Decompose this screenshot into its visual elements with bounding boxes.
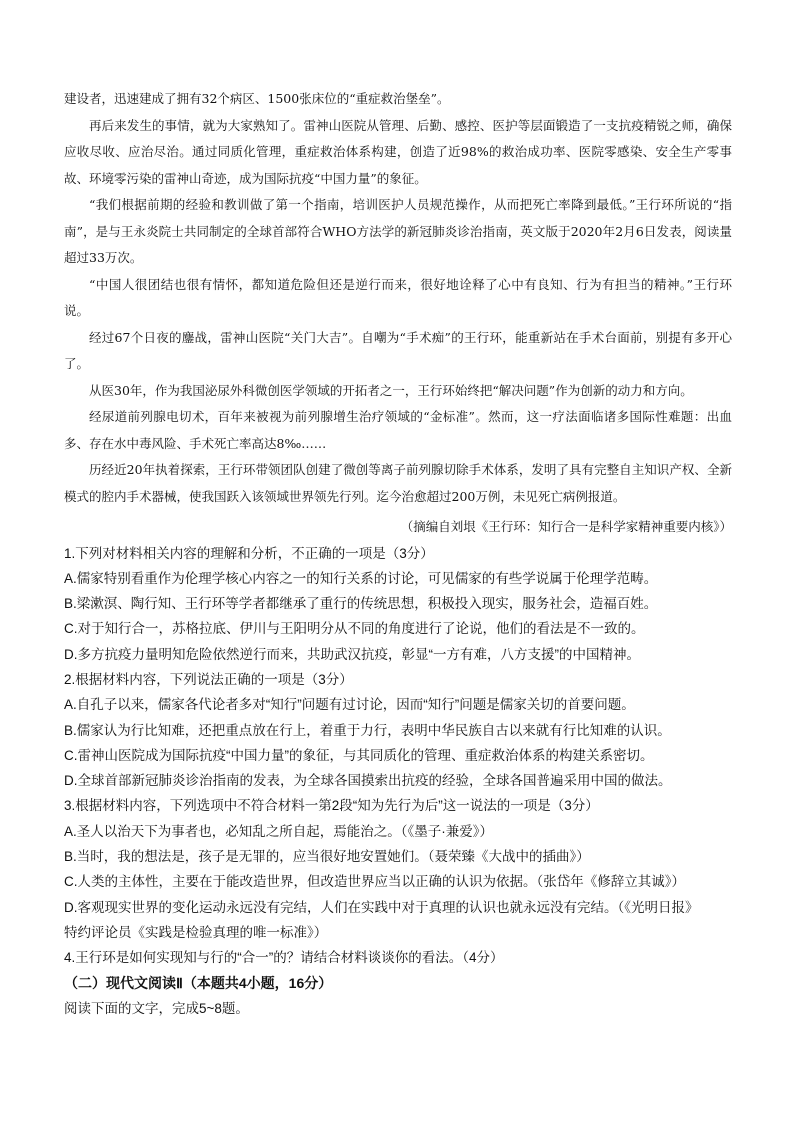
section-title: （二）现代文阅读Ⅱ（本题共4小题，16分） [64, 974, 333, 991]
question-3-option-d-continued: 特约评论员《实践是检验真理的唯一标准》） [64, 924, 328, 940]
section-instruction: 阅读下面的文字，完成5~8题。 [64, 1000, 249, 1016]
passage-paragraph: 再后来发生的事情，就为大家熟知了。雷神山医院从管理、后勤、感控、医护等层面锻造了一支抗疫精锐之师，确保应收尽收、应治尽治。通过同质化管理，重症救治体系构建，创造了近98%的救治成功率、医院零感染、安全生产零事故、环境零污染的雷神山奇迹，成为国际抗疫“中国力量”的象征。 [64, 117, 732, 186]
question-4-stem: 4.王行环是如何实现知与行的“合一”的？请结合材料谈谈你的看法。（4分） [64, 950, 504, 966]
question-3-option-c: C.人类的主体性，主要在于能改造世界，但改造世界应当以正确的认识为依据。（张岱年《修辞立其诚》） [64, 874, 685, 890]
passage-paragraph: 从医30年，作为我国泌尿外科微创医学领域的开拓者之一，王行环始终把“解决问题”作为创新的动力和方向。 [89, 382, 693, 398]
passage-source: （摘编自刘垠《王行环：知行合一是科学家精神重要内核》） [400, 519, 732, 534]
passage-paragraph: 历经近20年执着探索，王行环带领团队创建了微创等离子前列腺切除手术体系，发明了具有完整自主知识产权、全新模式的腔内手术器械，使我国跃入该领域世界领先行列。迄今治愈超过200万例，未见死亡病例报道。 [64, 462, 732, 504]
question-2-stem: 2.根据材料内容，下列说法正确的一项是（3分） [64, 671, 353, 687]
question-2-option-d: D.全球首部新冠肺炎诊治指南的发表，为全球各国摸索出抗疫的经验，全球各国普遍采用中国的做法。 [64, 773, 672, 789]
question-1-option-a: A.儒家特别看重作为伦理学核心内容之一的知行关系的讨论，可见儒家的有些学说属于伦理学范畴。 [64, 570, 658, 586]
question-1-option-d: D.多方抗疫力量明知危险依然逆行而来，共助武汉抗疫，彰显“一方有难，八方支援”的中国精神。 [64, 646, 640, 662]
passage-paragraph: 建设者，迅速建成了拥有32个病区、1500张床位的“重症救治堡垒”。 [64, 91, 450, 106]
passage-paragraph: 经尿道前列腺电切术，百年来被视为前列腺增生治疗领域的“金标准”。然而，这一疗法面临诸多国际性难题：出血多、存在水中毒风险、手术死亡率高达8‰…… [64, 409, 732, 451]
question-2-option-b: B.儒家认为行比知难，还把重点放在行上，着重于力行，表明中华民族自古以来就有行比知难的认识。 [64, 722, 671, 738]
question-1-stem: 1.下列对材料相关内容的理解和分析，不正确的一项是（3分） [64, 545, 434, 561]
question-1-option-c: C.对于知行合一，苏格拉底、伊川与王阳明分从不同的角度进行了论说，他们的看法是不一致的。 [64, 621, 645, 637]
passage-paragraph: “我们根据前期的经验和教训做了第一个指南，培训医护人员规范操作，从而把死亡率降到最低。”王行环所说的“指南”，是与王永炎院士共同制定的全球首部符合WHO方法学的新冠肺炎诊治指南，英文版于2020年2月6日发表，阅读量超过33万次。 [64, 197, 732, 265]
question-3-option-d: D.客观现实世界的变化运动永远没有完结，人们在实践中对于真理的认识也就永远没有完结。（《光明日报》 [64, 899, 699, 915]
question-3-option-a: A.圣人以治天下为事者也，必知乱之所自起，焉能治之。（《墨子·兼爱》） [64, 823, 493, 839]
passage-paragraph: “中国人很团结也很有情怀，都知道危险但还是逆行而来，很好地诠释了心中有良知、行为有担当的精神。”王行环说。 [64, 276, 732, 318]
question-list [64, 541, 732, 971]
question-2-option-a: A.自孔子以来，儒家各代论者多对“知行”问题有过讨论，因而“知行”问题是儒家关切的首要问题。 [64, 697, 635, 713]
reading-passage [64, 86, 732, 541]
question-2-option-c: C.雷神山医院成为国际抗疫“中国力量”的象征，与其同质化的管理、重症救治体系的构建关系密切。 [64, 747, 654, 763]
question-3-option-b: B.当时，我的想法是，孩子是无罪的，应当很好地安置她们。（聂荣臻《大战中的插曲》） [64, 849, 590, 865]
document-page [64, 86, 732, 1021]
question-1-option-b: B.梁漱溟、陶行知、王行环等学者都继承了重行的传统思想，积极投入现实，服务社会，造福百姓。 [64, 596, 658, 612]
question-3-stem: 3.根据材料内容，下列选项中不符合材料一第2段“知为先行为后”这一说法的一项是（3分） [64, 798, 599, 814]
passage-paragraph: 经过67个日夜的鏖战，雷神山医院“关门大吉”。自嘲为“手术痴”的王行环，能重新站在手术台面前，别提有多开心了。 [64, 329, 732, 371]
